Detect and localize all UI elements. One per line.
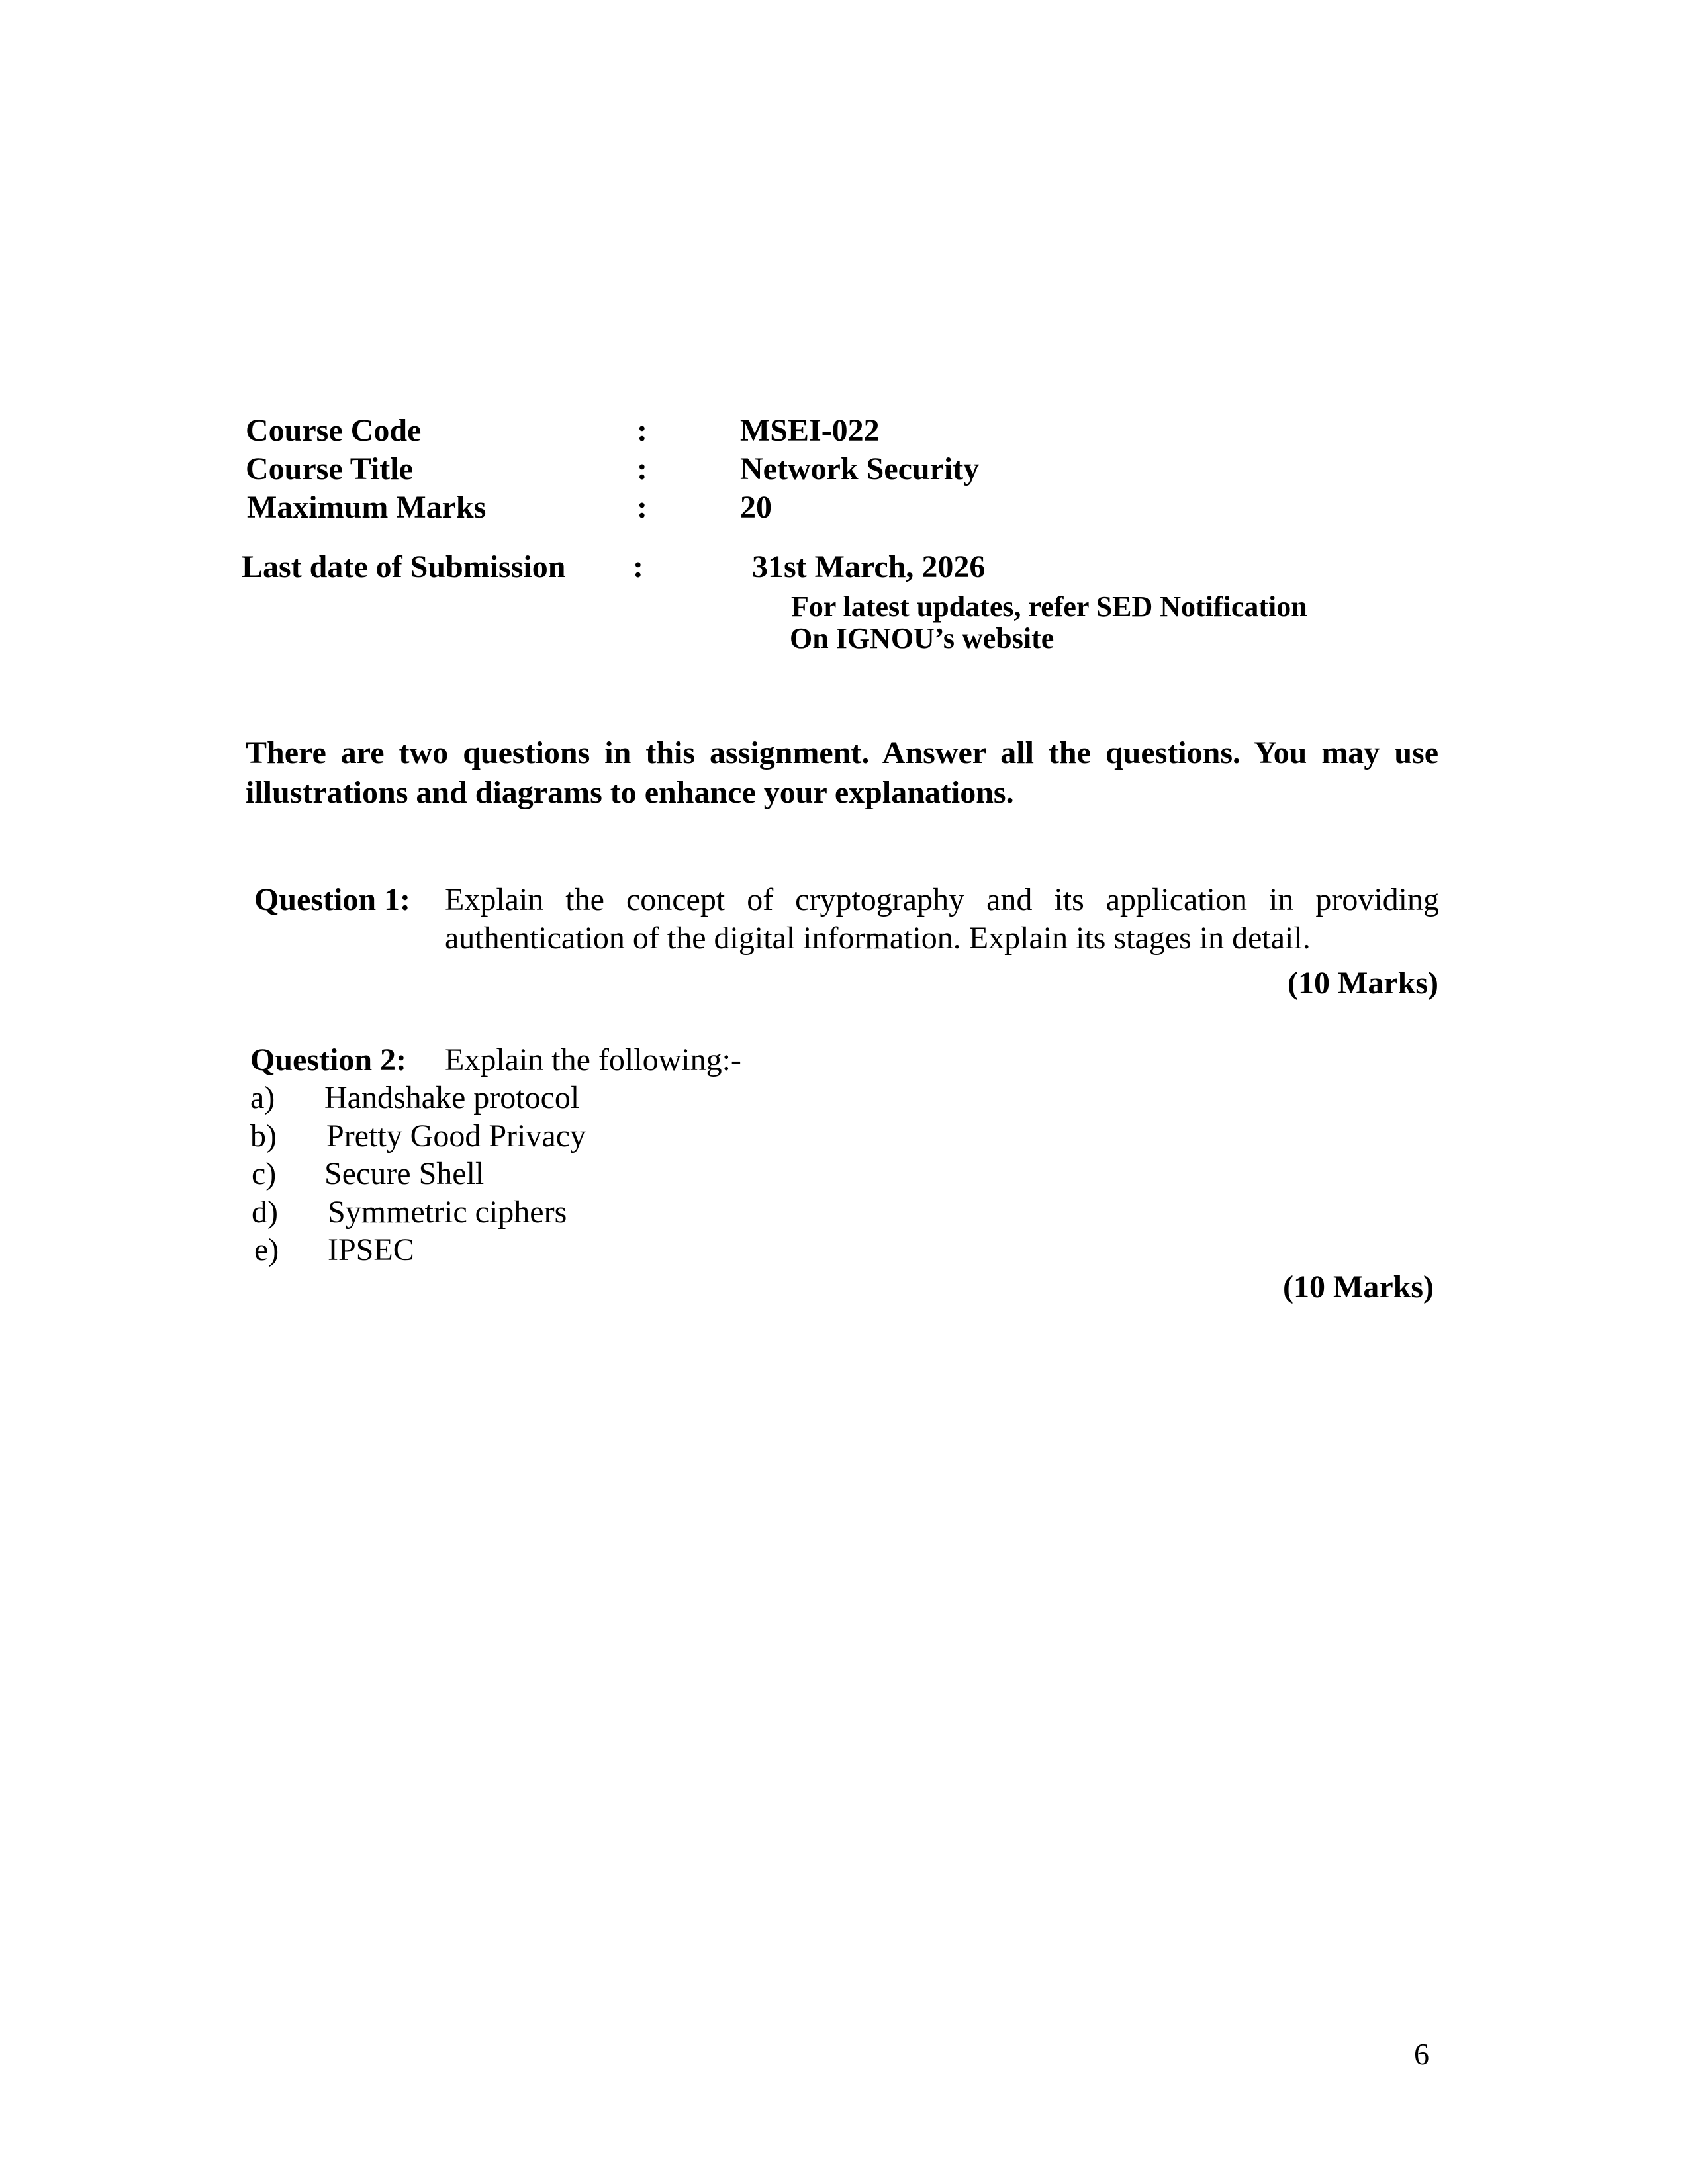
last-date-separator: : bbox=[633, 549, 643, 584]
updates-note-line1: For latest updates, refer SED Notification bbox=[791, 590, 1307, 623]
item-d-text: Symmetric ciphers bbox=[328, 1195, 567, 1230]
item-b-text: Pretty Good Privacy bbox=[326, 1118, 586, 1154]
assignment-instructions: There are two questions in this assignment. Answer all the questions. You may use illustrations and diagrams to enhance your explanations. bbox=[246, 735, 1438, 810]
item-b-marker: b) bbox=[250, 1118, 277, 1154]
course-title-value: Network Security bbox=[740, 451, 980, 486]
course-code-value: MSEI-022 bbox=[740, 413, 880, 448]
item-c-marker: c) bbox=[252, 1156, 277, 1191]
course-code-separator: : bbox=[637, 413, 647, 448]
course-title-separator: : bbox=[637, 451, 647, 486]
question-1-text-line1: Explain the concept of cryptography and its application in providing bbox=[445, 882, 1439, 917]
item-e-marker: e) bbox=[254, 1232, 279, 1267]
maximum-marks-label: Maximum Marks bbox=[247, 490, 487, 525]
last-date-label: Last date of Submission bbox=[242, 549, 566, 584]
item-c-text: Secure Shell bbox=[324, 1156, 485, 1191]
last-date-value: 31st March, 2026 bbox=[752, 549, 986, 584]
updates-note-line2: On IGNOU’s website bbox=[790, 622, 1055, 655]
question-1-text-line2: authentication of the digital information. Explain its stages in detail. bbox=[445, 921, 1311, 956]
item-a-marker: a) bbox=[250, 1080, 275, 1115]
question-1-marks: (10 Marks) bbox=[1288, 966, 1438, 1001]
item-e-text: IPSEC bbox=[328, 1232, 414, 1267]
question-2-marks: (10 Marks) bbox=[1283, 1269, 1434, 1304]
item-a-text: Handshake protocol bbox=[324, 1080, 580, 1115]
maximum-marks-separator: : bbox=[637, 490, 647, 525]
page-number: 6 bbox=[1414, 2037, 1429, 2071]
question-2-intro: Explain the following:- bbox=[445, 1042, 741, 1077]
course-title-label: Course Title bbox=[246, 451, 413, 486]
course-code-label: Course Code bbox=[246, 413, 422, 448]
item-d-marker: d) bbox=[252, 1195, 278, 1230]
question-2-label: Question 2: bbox=[250, 1042, 407, 1077]
maximum-marks-value: 20 bbox=[740, 490, 772, 525]
question-1-label: Question 1: bbox=[254, 882, 411, 917]
question-1-text bbox=[445, 881, 1439, 958]
